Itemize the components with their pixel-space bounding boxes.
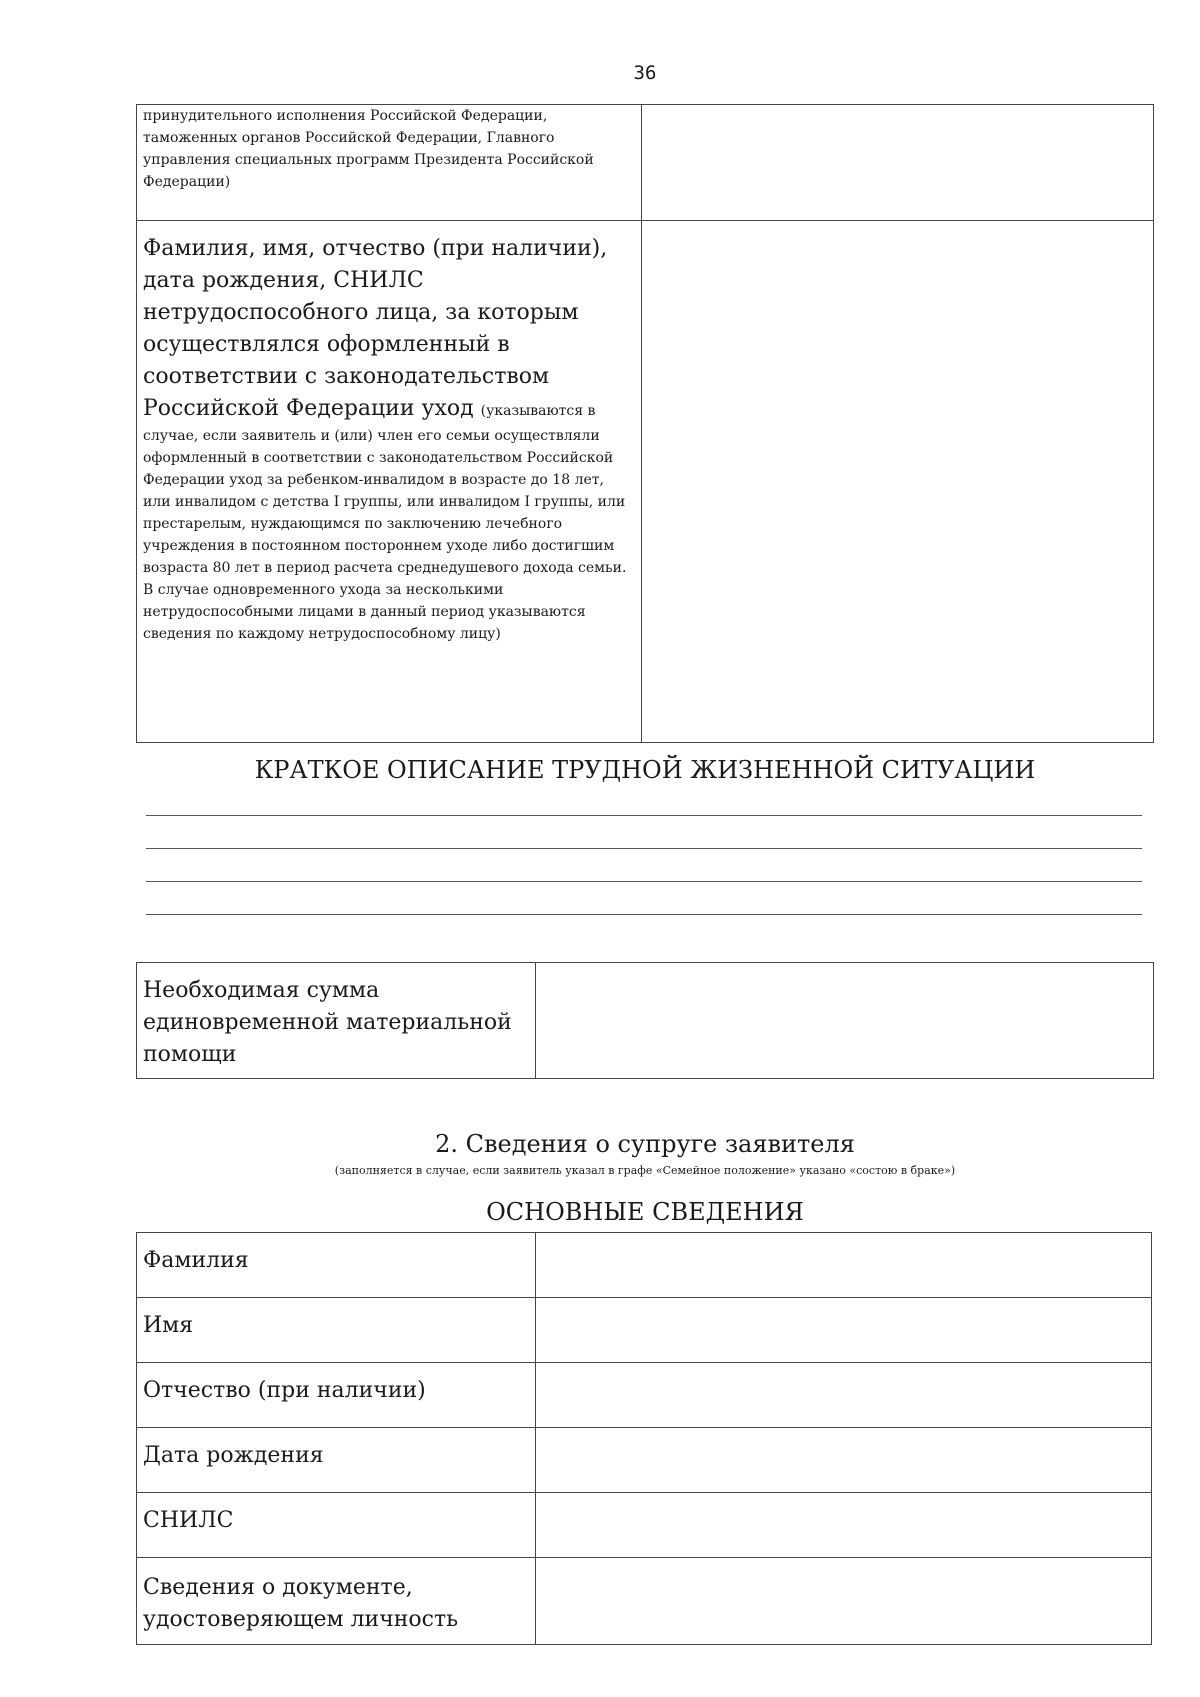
birth-date-field[interactable] (536, 1428, 1152, 1493)
dependent-person-note: случае, если заявитель и (или) член его семьи осуществляли оформленный в соответствии с законодательством Российской Федерации уход за ребенком-инвалидом в возрасте до 18 лет, или инвалидом с детства I группы, или инвалидом I группы, или престарелым, нуждающимся по заключению лечебного учреждения в постоянном постороннем уходе либо достигшим возраста 80 лет в период расчета среднедушевого дохода семьи. В случае одновременного ухода за несколькими нетрудоспособными лицами в данный период указываются сведения по каждому нетрудоспособному лицу) (143, 428, 627, 642)
spouse-info-table (136, 1232, 1152, 1645)
brief-description-title: КРАТКОЕ ОПИСАНИЕ ТРУДНОЙ ЖИЗНЕННОЙ СИТУАЦИИ (254, 756, 1036, 784)
page-number: 36 (633, 62, 657, 84)
surname-field[interactable] (536, 1233, 1152, 1298)
birth-date-label: Дата рождения (137, 1428, 536, 1493)
section-2-note: (заполняется в случае, если заявитель указал в графе «Семейное положение» указано «состою в браке») (334, 1164, 956, 1177)
care-info-table (136, 104, 1154, 743)
amount-label: Необходимая сумма единовременной материальной помощи (137, 963, 536, 1079)
row-value-field[interactable] (642, 105, 1154, 221)
table-row (137, 1363, 1152, 1428)
snils-label: СНИЛС (137, 1493, 536, 1558)
table-row (137, 963, 1154, 1079)
amount-field[interactable] (536, 963, 1154, 1079)
description-line-1[interactable] (146, 815, 1142, 816)
id-document-field[interactable] (536, 1558, 1152, 1645)
table-row (137, 1298, 1152, 1363)
description-line-4[interactable] (146, 914, 1142, 915)
table-row (137, 1558, 1152, 1645)
description-line-3[interactable] (146, 881, 1142, 882)
patronymic-label: Отчество (при наличии) (137, 1363, 536, 1428)
dependent-person-label (137, 221, 642, 743)
dependent-person-field[interactable] (642, 221, 1154, 743)
row-label: принудительного исполнения Российской Федерации, таможенных органов Российской Федерации, Главного управления специальных программ Президента Российской Федерации) (137, 105, 642, 221)
id-document-label: Сведения о документе, удостоверяющем личность (137, 1558, 536, 1645)
dependent-person-label-main: Фамилия, имя, отчество (при наличии), дата рождения, СНИЛС нетрудоспособного лица, за которым осуществлялся оформленный в соответствии с законодательством Российской Федерации уход (143, 236, 608, 421)
table-row (137, 105, 1154, 221)
basic-info-title: ОСНОВНЫЕ СВЕДЕНИЯ (486, 1198, 804, 1226)
snils-field[interactable] (536, 1493, 1152, 1558)
table-row (137, 1493, 1152, 1558)
dependent-person-note-start: (указываются в (480, 403, 596, 419)
table-row (137, 1428, 1152, 1493)
patronymic-field[interactable] (536, 1363, 1152, 1428)
surname-label: Фамилия (137, 1233, 536, 1298)
first-name-field[interactable] (536, 1298, 1152, 1363)
section-2-title: 2. Сведения о супруге заявителя (435, 1130, 855, 1158)
amount-table (136, 962, 1154, 1079)
description-line-2[interactable] (146, 848, 1142, 849)
table-row (137, 221, 1154, 743)
table-row (137, 1233, 1152, 1298)
first-name-label: Имя (137, 1298, 536, 1363)
